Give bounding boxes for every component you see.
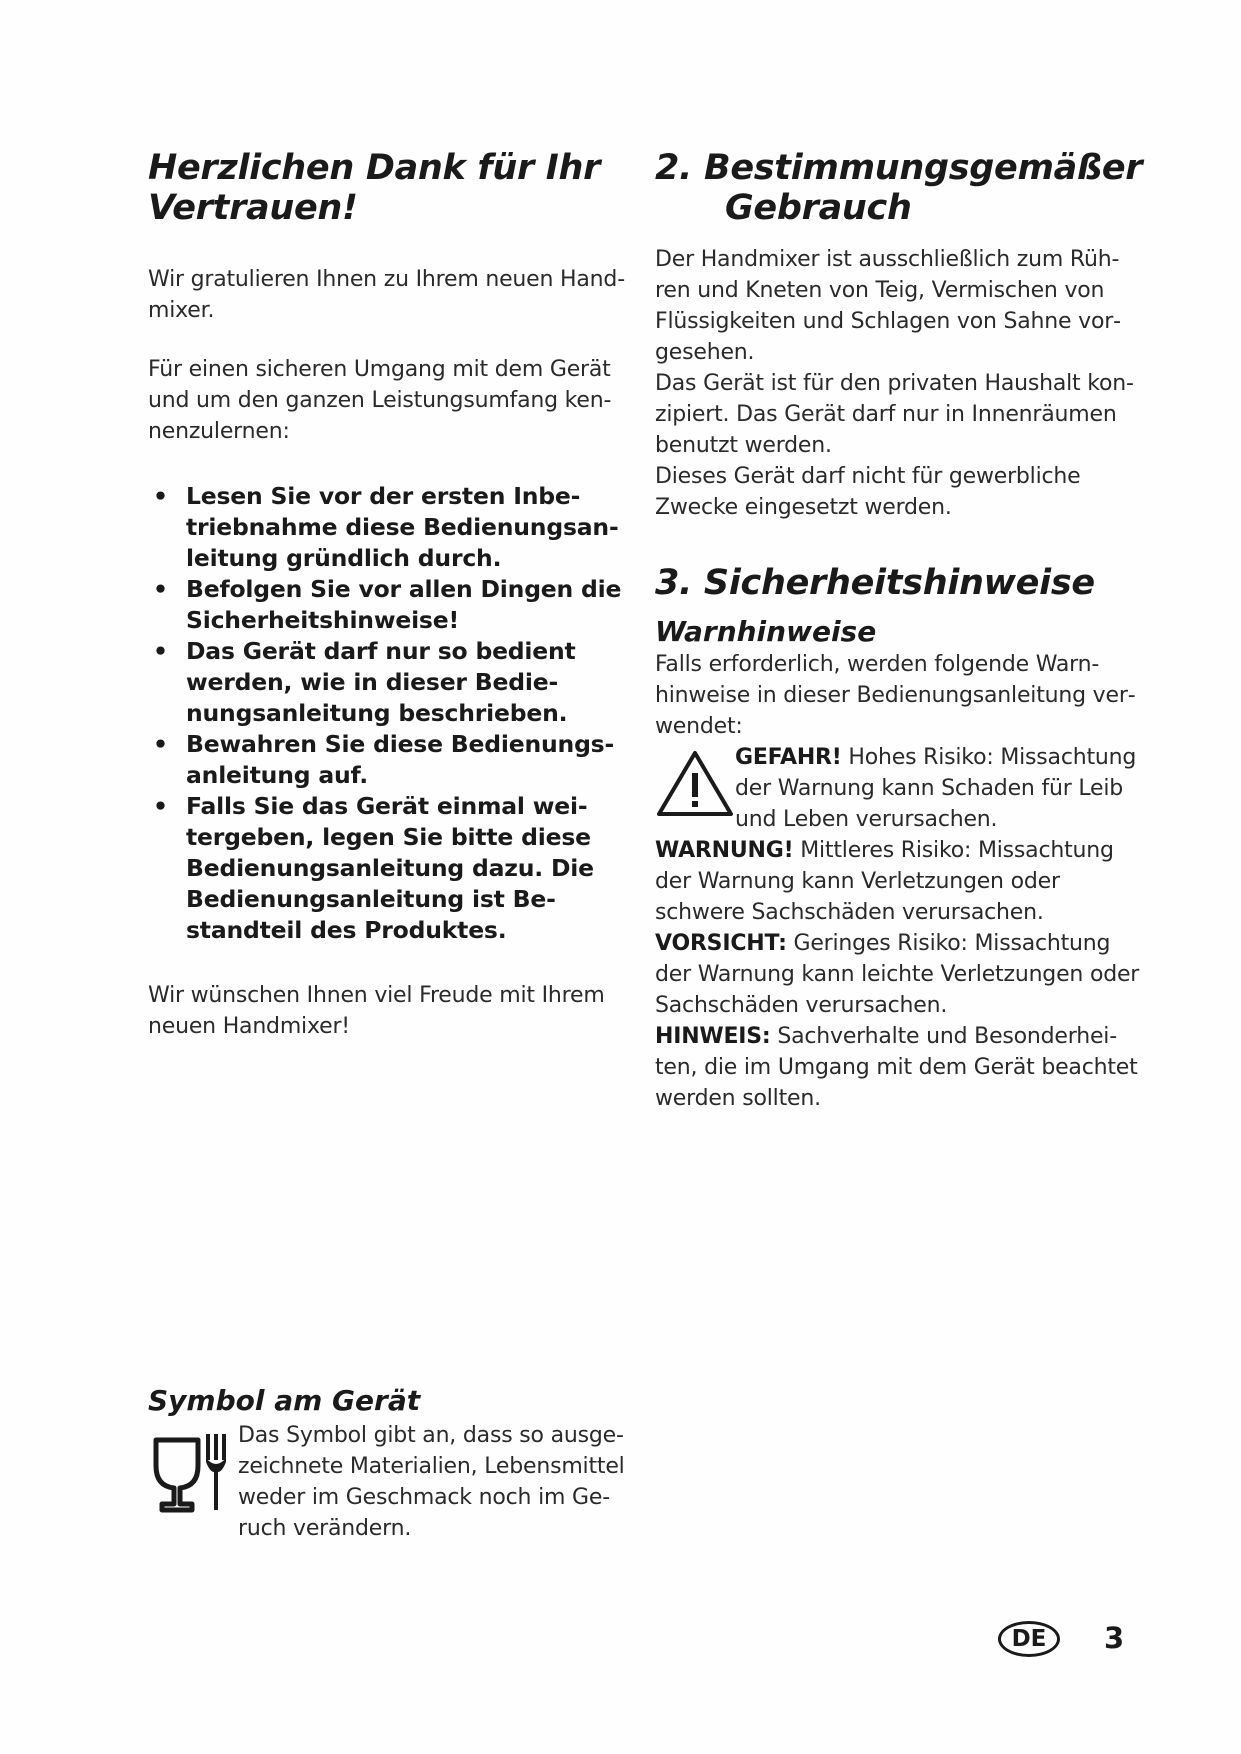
lead-paragraph: Für einen sicheren Umgang mit dem Gerät und um den ganzen Leistungsumfang kennenzulernen: [148, 357, 612, 444]
section2-paragraph-2: Das Gerät ist für den privaten Haushalt konzipiert. Das Gerät darf nur in Innenräumen benutzt werden. [655, 371, 1134, 458]
intro-paragraph: Wir gratulieren Ihnen zu Ihrem neuen Handmixer. [148, 267, 626, 323]
danger-notice [655, 742, 1145, 835]
thanks-heading-line1: Herzlichen Dank für Ihr [148, 148, 601, 188]
warning-triangle-icon [655, 748, 735, 818]
left-column [148, 148, 628, 1042]
list-item: • Lesen Sie vor der ersten Inbetriebnahme diese Bedienungsanleitung gründlich durch. [153, 482, 619, 572]
symbol-row [148, 1420, 628, 1544]
symbol-heading: Symbol am Gerät [148, 1384, 421, 1417]
section2-number: 2. [655, 148, 693, 188]
food-safe-icon [148, 1426, 238, 1516]
warning-label: WARNUNG! [655, 838, 794, 863]
thanks-heading-line2: Vertrauen! [148, 188, 358, 228]
list-item: • Bewahren Sie diese Bedienungsanleitung auf. [153, 730, 615, 789]
warnings-subheading: Warnhinweise [655, 615, 877, 648]
caution-label: VORSICHT: [655, 931, 787, 956]
symbol-description: Das Symbol gibt an, dass so ausgezeichnete Materialien, Lebensmittel weder im Geschmack noch im Geruch verändern. [238, 1423, 625, 1541]
page-number: 3 [1104, 1621, 1125, 1655]
closing-paragraph: Wir wünschen Ihnen viel Freude mit Ihrem neuen Handmixer! [148, 983, 605, 1039]
instruction-list [148, 481, 628, 946]
list-item: • Das Gerät darf nur so bedient werden, wie in dieser Bedienungsanleitung beschrieben. [153, 637, 576, 727]
danger-text: GEFAHR! Hohes Risiko: Missachtung der Warnung kann Schaden für Leib und Leben verursachen. [735, 745, 1137, 832]
danger-label: GEFAHR! [735, 745, 842, 770]
list-item: • Falls Sie das Gerät einmal weitergeben, legen Sie bitte diese Bedienungsanleitung dazu. Die Bedienungsanleitung ist Bestandteil des Produktes. [153, 792, 594, 944]
language-badge: DE [998, 1621, 1060, 1657]
warning-notice: WARNUNG! Mittleres Risiko: Missachtung der Warnung kann Verletzungen oder schwere Sachschäden verursachen. [655, 838, 1114, 925]
thanks-heading [148, 148, 628, 228]
note-notice: HINWEIS: Sachverhalte und Besonderheiten, die im Umgang mit dem Gerät beachtet werden sollten. [655, 1024, 1138, 1111]
list-item: • Befolgen Sie vor allen Dingen die Sicherheitshinweise! [153, 575, 622, 634]
section2-paragraph-3: Dieses Gerät darf nicht für gewerbliche Zwecke eingesetzt werden. [655, 464, 1081, 520]
caution-notice: VORSICHT: Geringes Risiko: Missachtung der Warnung kann leichte Verletzungen oder Sachschäden verursachen. [655, 931, 1140, 1018]
symbol-section [148, 1384, 628, 1544]
section2-paragraph-1: Der Handmixer ist ausschließlich zum Rühren und Kneten von Teig, Vermischen von Flüssigkeiten und Schlagen von Sahne vorgesehen. [655, 247, 1122, 365]
warnings-intro: Falls erforderlich, werden folgende Warnhinweise in dieser Bedienungsanleitung verwendet: [655, 652, 1136, 739]
section2-heading [655, 148, 1145, 228]
section3-heading: 3. Sicherheitshinweise [655, 563, 1095, 603]
section2-title-line2: Gebrauch [725, 188, 912, 228]
note-label: HINWEIS: [655, 1024, 771, 1049]
right-column [655, 148, 1145, 1114]
section2-title-line1: Bestimmungsgemäßer [703, 148, 1143, 188]
